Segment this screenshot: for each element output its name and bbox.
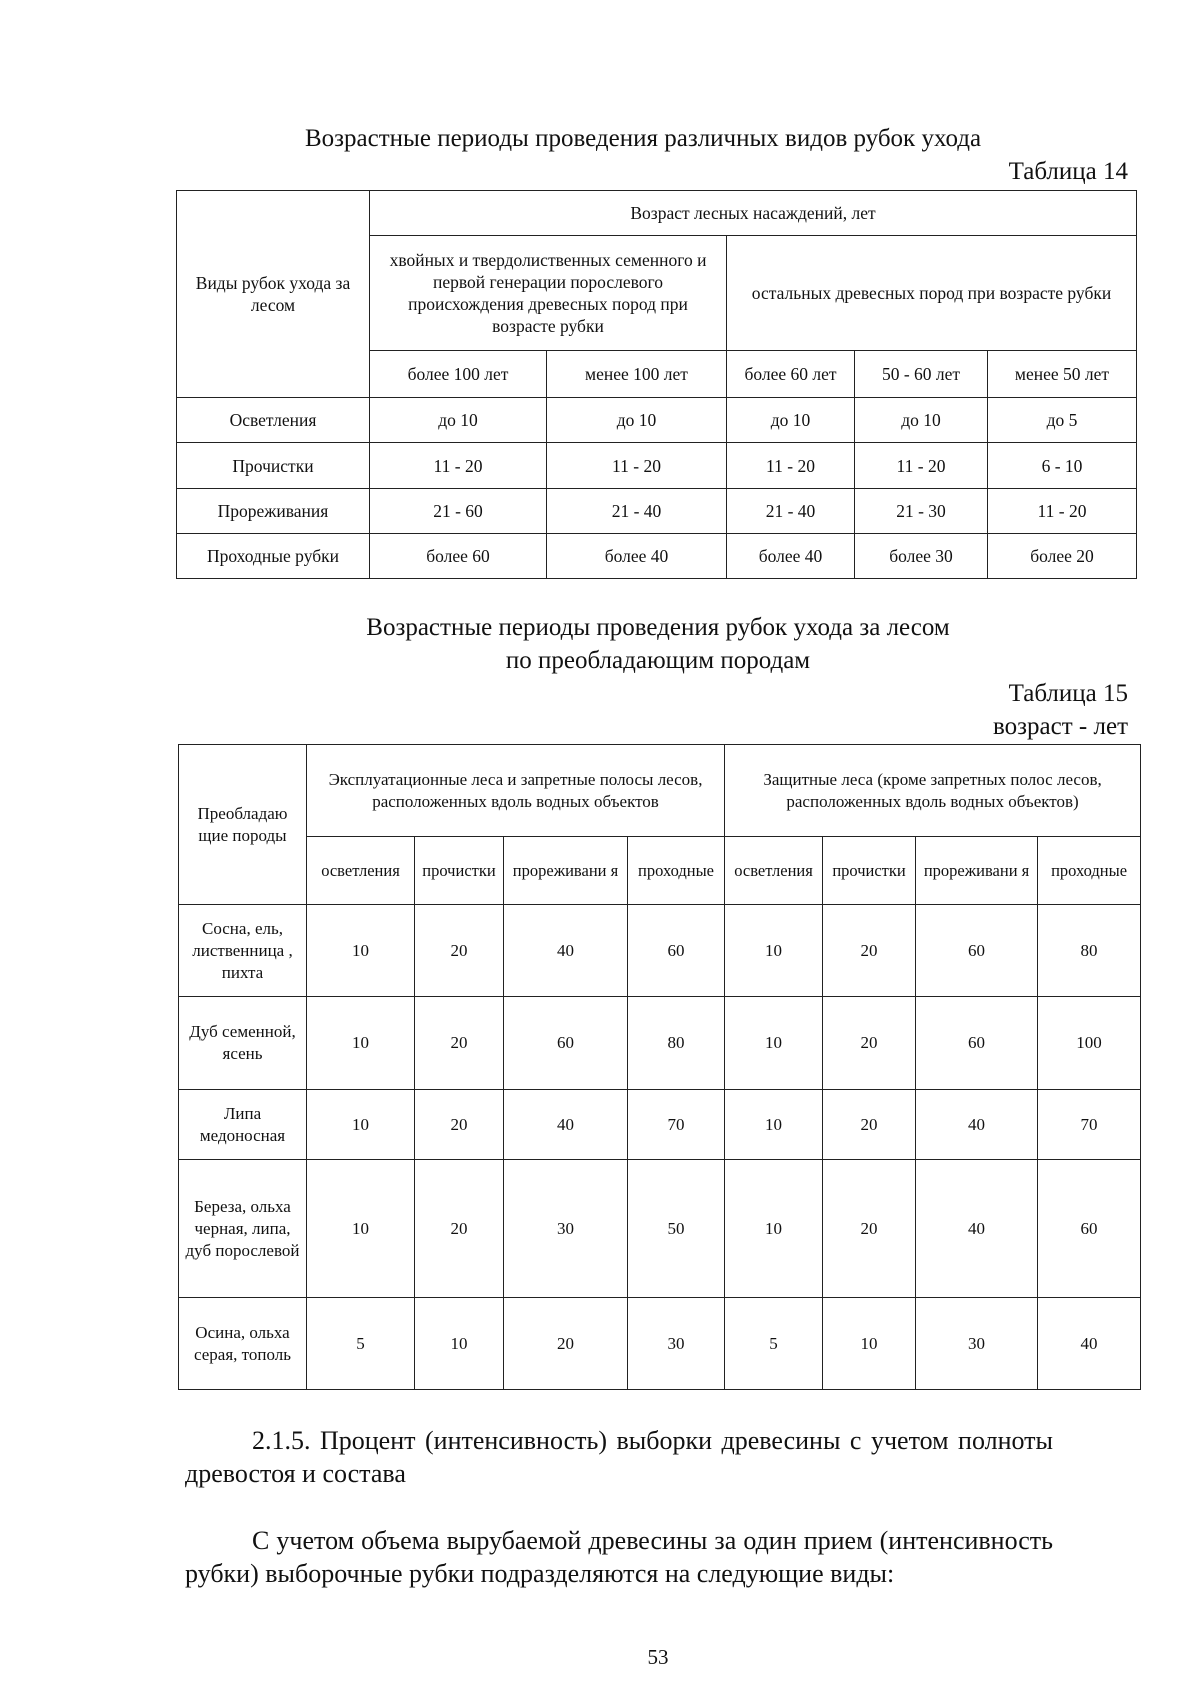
table-row <box>179 1090 1141 1160</box>
row-label: Осветления <box>177 398 370 443</box>
table-cell: 11 - 20 <box>727 443 855 489</box>
table-cell: до 10 <box>370 398 547 443</box>
table14-title: Возрастные периоды проведения различных видов рубок ухода <box>305 125 982 152</box>
table-cell: 60 <box>504 997 628 1090</box>
table-cell: 80 <box>628 997 725 1090</box>
table-cell: 10 <box>725 905 823 997</box>
table14-number: Таблица 14 <box>1008 158 1128 185</box>
column-header: менее 50 лет <box>988 351 1137 398</box>
table-cell: до 10 <box>855 398 988 443</box>
column-header: менее 100 лет <box>547 351 727 398</box>
table14-group1-header: хвойных и твердолиственных семенного и первой генерации порослевого происхождения древесных пород при возрасте рубки <box>370 236 727 351</box>
section-paragraph: С учетом объема вырубаемой древесины за один прием (интенсивность рубки) выборочные рубки подразделяются на следующие виды: <box>185 1526 1053 1588</box>
table-cell: более 30 <box>855 534 988 579</box>
table-row <box>177 489 1137 534</box>
table-cell: 10 <box>725 1160 823 1298</box>
table-cell: 20 <box>415 997 504 1090</box>
column-header: прочистки <box>415 837 504 905</box>
column-header: 50 - 60 лет <box>855 351 988 398</box>
table-cell: 60 <box>916 997 1038 1090</box>
table-cell: 5 <box>725 1298 823 1390</box>
table-cell: 30 <box>628 1298 725 1390</box>
table-cell: 11 - 20 <box>988 489 1137 534</box>
table15-title-line2: по преобладающим породам <box>505 647 811 674</box>
table14 <box>176 190 1137 579</box>
table-cell: 80 <box>1038 905 1141 997</box>
table-cell: 5 <box>307 1298 415 1390</box>
row-label: Береза, ольха черная, липа, дуб порослевой <box>179 1160 307 1298</box>
table-row <box>179 905 1141 997</box>
row-label: Дуб семенной, ясень <box>179 997 307 1090</box>
table-cell: 60 <box>628 905 725 997</box>
table-cell: 30 <box>916 1298 1038 1390</box>
table15-unit: возраст - лет <box>993 713 1128 740</box>
table-row <box>179 1160 1141 1298</box>
table-cell: 10 <box>415 1298 504 1390</box>
column-header: более 60 лет <box>727 351 855 398</box>
table14-group2-header: остальных древесных пород при возрасте рубки <box>727 236 1137 351</box>
column-header: прочистки <box>823 837 916 905</box>
table-cell: 20 <box>823 1160 916 1298</box>
table15-column-headers <box>179 837 1141 905</box>
column-header: прореживани я <box>504 837 628 905</box>
table-cell: 70 <box>1038 1090 1141 1160</box>
table-cell: 30 <box>504 1160 628 1298</box>
table-cell: 11 - 20 <box>370 443 547 489</box>
table-cell: 20 <box>504 1298 628 1390</box>
row-label: Сосна, ель, лиственница , пихта <box>179 905 307 997</box>
table15 <box>178 744 1141 1390</box>
table-cell: 21 - 40 <box>547 489 727 534</box>
table-cell: 20 <box>415 905 504 997</box>
table-cell: 70 <box>628 1090 725 1160</box>
table15-group1-header: Эксплуатационные леса и запретные полосы лесов, расположенных вдоль водных объектов <box>307 745 725 837</box>
table-cell: 50 <box>628 1160 725 1298</box>
column-header: более 100 лет <box>370 351 547 398</box>
table15-group2-header: Защитные леса (кроме запретных полос лесов, расположенных вдоль водных объектов) <box>725 745 1141 837</box>
table-cell: 10 <box>307 997 415 1090</box>
table-cell: до 10 <box>727 398 855 443</box>
table-cell: до 5 <box>988 398 1137 443</box>
table-cell: 21 - 30 <box>855 489 988 534</box>
table-cell: 10 <box>725 997 823 1090</box>
table-cell: 20 <box>415 1160 504 1298</box>
table-cell: 40 <box>504 905 628 997</box>
column-header: осветления <box>725 837 823 905</box>
table-cell: более 40 <box>547 534 727 579</box>
row-label: Прореживания <box>177 489 370 534</box>
row-label: Проходные рубки <box>177 534 370 579</box>
column-header: проходные <box>628 837 725 905</box>
table-cell: 40 <box>504 1090 628 1160</box>
table-row <box>179 997 1141 1090</box>
table-cell: 10 <box>307 1090 415 1160</box>
table14-row-header: Виды рубок ухода за лесом <box>177 191 370 398</box>
column-header: проходные <box>1038 837 1141 905</box>
table-row <box>179 1298 1141 1390</box>
table-row <box>177 534 1137 579</box>
table15-row-header: Преобладаю щие породы <box>179 745 307 905</box>
table-cell: 21 - 60 <box>370 489 547 534</box>
table-cell: 6 - 10 <box>988 443 1137 489</box>
row-label: Прочистки <box>177 443 370 489</box>
table-cell: 40 <box>916 1090 1038 1160</box>
table-row <box>177 398 1137 443</box>
table-cell: более 60 <box>370 534 547 579</box>
table-cell: 21 - 40 <box>727 489 855 534</box>
table-cell: 20 <box>823 997 916 1090</box>
table-cell: более 20 <box>988 534 1137 579</box>
table-cell: 10 <box>823 1298 916 1390</box>
table-cell: 10 <box>307 1160 415 1298</box>
table-cell: 40 <box>916 1160 1038 1298</box>
table15-title-line1: Возрастные периоды проведения рубок ухода за лесом <box>366 614 950 641</box>
row-label: Осина, ольха серая, тополь <box>179 1298 307 1390</box>
table-cell: 11 - 20 <box>547 443 727 489</box>
table-cell: 100 <box>1038 997 1141 1090</box>
table-row <box>177 443 1137 489</box>
section-heading: 2.1.5. Процент (интенсивность) выборки древесины с учетом полноты древостоя и состава <box>185 1426 1053 1488</box>
row-label: Липа медоносная <box>179 1090 307 1160</box>
table-cell: 60 <box>1038 1160 1141 1298</box>
page-number: 53 <box>647 1645 669 1669</box>
table-cell: 10 <box>307 905 415 997</box>
table-cell: 40 <box>1038 1298 1141 1390</box>
table-cell: 11 - 20 <box>855 443 988 489</box>
table-cell: до 10 <box>547 398 727 443</box>
table-cell: 10 <box>725 1090 823 1160</box>
column-header: прореживани я <box>916 837 1038 905</box>
table-cell: 60 <box>916 905 1038 997</box>
table14-age-header: Возраст лесных насаждений, лет <box>370 191 1137 236</box>
table15-number: Таблица 15 <box>1008 680 1128 707</box>
column-header: осветления <box>307 837 415 905</box>
table-cell: 20 <box>823 1090 916 1160</box>
table-cell: 20 <box>415 1090 504 1160</box>
table-cell: 20 <box>823 905 916 997</box>
table-cell: более 40 <box>727 534 855 579</box>
